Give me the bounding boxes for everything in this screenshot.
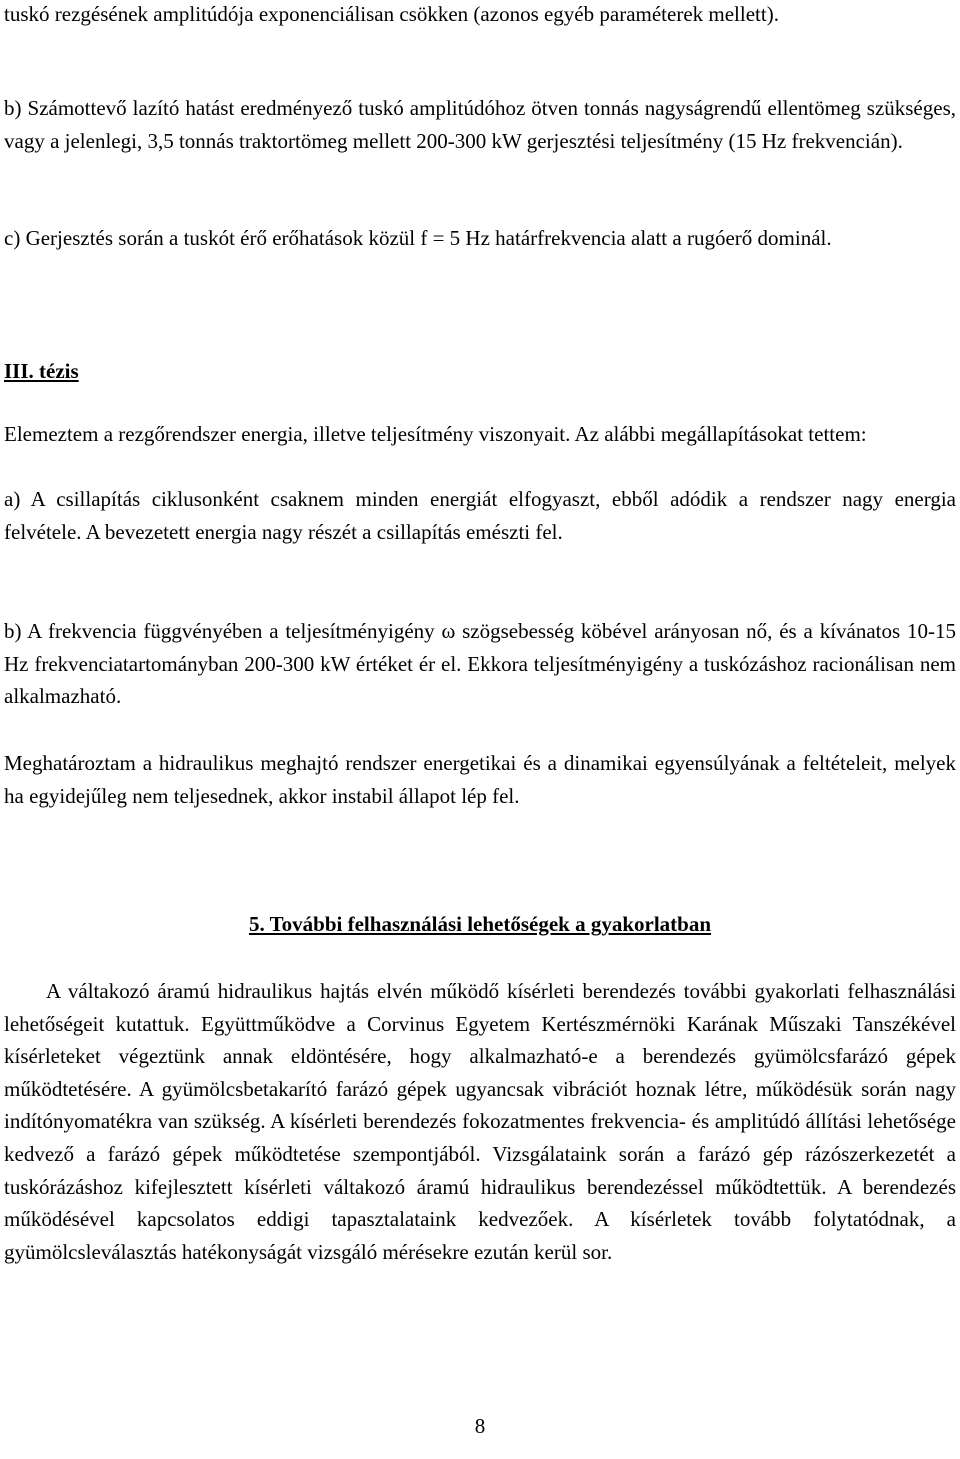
paragraph-continuation: tuskó rezgésének amplitúdója exponenciálisan csökken (azonos egyéb paraméterek mellett).	[4, 2, 779, 26]
paragraph-b-second: b) A frekvencia függvényében a teljesítményigény ω szögsebesség köbével arányosan nő, és a kívánatos 10-15 Hz frekvenciatartományban 200-300 kW értéket ér el. Ekkora teljesítményigény a tuskózáshoz racionálisan nem alkalmazható.	[4, 619, 956, 709]
page-number: 8	[474, 1414, 486, 1438]
paragraph-b-first: b) Számottevő lazító hatást eredményező tuskó amplitúdóhoz ötven tonnás nagyságrendű ellentömeg szükséges, vagy a jelenlegi, 3,5 tonnás traktortömeg mellett 200-300 kW gerjesztési teljesítmény (15 Hz frekvencián).	[4, 96, 956, 153]
paragraph-final: A váltakozó áramú hidraulikus hajtás elvén működő kísérleti berendezés további gyakorlati felhasználási lehetőségeit kutattuk. Együttműködve a Corvinus Egyetem Kertészmérnöki Karának Műszaki Tanszékével kísérleteket végeztünk annak eldöntésére, hogy alkalmazható-e a berendezés gyümölcsfarázó gépek működtetésére. A gyümölcsbetakarító farázó gépek ugyancsak vibrációt hoznak létre, működésük során nagy indítónyomatékra van szükség. A kísérleti berendezés fokozatmentes frekvencia- és amplitúdó állítási lehetősége kedvező a farázó gépek működtetése szempontjából. Vizsgálataink során a farázó gép rázószerkezetét a tuskórázáshoz kifejlesztett kísérleti váltakozó áramú hidraulikus berendezéssel működtettük. A berendezés működésével kapcsolatos eddigi tapasztalataink kedvezőek. A kísérletek tovább folytatódnak, a gyümölcsleválasztás hatékonyságát vizsgáló mérésekre ezután kerül sor.	[4, 979, 956, 1264]
paragraph-c-first: c) Gerjesztés során a tuskót érő erőhatások közül f = 5 Hz határfrekvencia alatt a rugóerő dominál.	[4, 226, 832, 250]
thesis-heading: III. tézis	[4, 359, 79, 383]
section-heading: 5. További felhasználási lehetőségek a gyakorlatban	[248, 912, 712, 936]
paragraph-a-second: a) A csillapítás ciklusonként csaknem minden energiát elfogyaszt, ebből adódik a rendszer nagy energia felvétele. A bevezetett energia nagy részét a csillapítás emészti fel.	[4, 487, 956, 544]
paragraph-thesis-intro: Elemeztem a rezgőrendszer energia, illetve teljesítmény viszonyait. Az alábbi megállapításokat tettem:	[4, 422, 867, 446]
paragraph-hydraulic: Meghatároztam a hidraulikus meghajtó rendszer energetikai és a dinamikai egyensúlyának a feltételeit, melyek ha egyidejűleg nem teljesednek, akkor instabil állapot lép fel.	[4, 751, 956, 808]
